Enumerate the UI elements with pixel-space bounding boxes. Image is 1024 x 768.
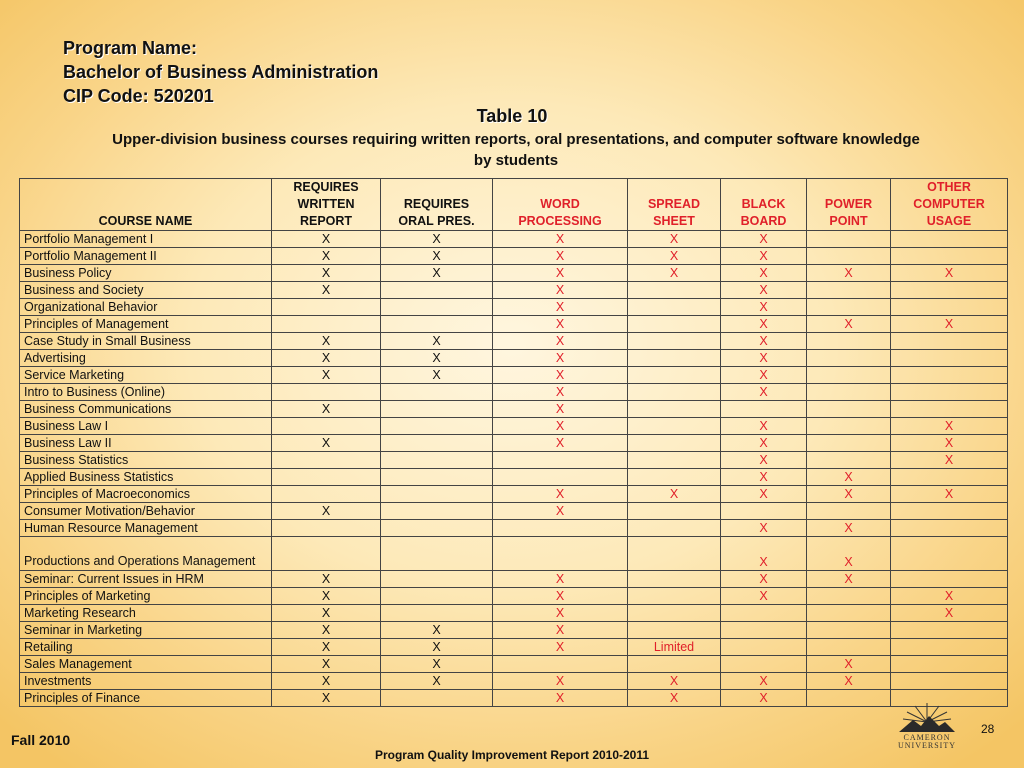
table-row xyxy=(20,605,1008,622)
requirement-cell xyxy=(628,435,721,452)
table-row xyxy=(20,435,1008,452)
requirement-cell: X xyxy=(891,605,1008,622)
course-name-cell: Advertising xyxy=(20,350,272,367)
requirement-cell: X xyxy=(381,656,493,673)
subtitle-line-1: Upper-division business courses requiring written reports, oral presentations, and computer software knowledge xyxy=(112,131,920,148)
requirement-cell xyxy=(381,435,493,452)
cip-code: CIP Code: 520201 xyxy=(63,86,214,106)
requirement-cell: X xyxy=(493,401,628,418)
requirement-cell: X xyxy=(721,299,807,316)
requirement-cell xyxy=(891,537,1008,571)
requirement-cell: X xyxy=(493,367,628,384)
course-name-cell: Principles of Management xyxy=(20,316,272,333)
mountain-sun-icon xyxy=(897,700,957,734)
requirement-cell: X xyxy=(807,265,891,282)
requirement-cell xyxy=(807,418,891,435)
table-row xyxy=(20,231,1008,248)
requirement-cell: X xyxy=(891,316,1008,333)
table-row xyxy=(20,418,1008,435)
table-row xyxy=(20,384,1008,401)
requirement-cell xyxy=(272,452,381,469)
requirement-cell xyxy=(272,384,381,401)
requirement-cell: X xyxy=(493,384,628,401)
table-row xyxy=(20,333,1008,350)
requirement-cell: X xyxy=(381,231,493,248)
table-row xyxy=(20,486,1008,503)
requirement-cell xyxy=(628,418,721,435)
course-name-cell: Business Communications xyxy=(20,401,272,418)
requirement-cell xyxy=(807,639,891,656)
requirement-cell: X xyxy=(721,486,807,503)
requirement-cell: X xyxy=(721,231,807,248)
requirement-cell xyxy=(628,316,721,333)
requirement-cell: X xyxy=(721,282,807,299)
subtitle-line-2: by students xyxy=(473,152,559,169)
requirement-cell: X xyxy=(381,639,493,656)
course-name-cell: Applied Business Statistics xyxy=(20,469,272,486)
table-title: Table 10 xyxy=(476,106,548,126)
table-row xyxy=(20,690,1008,707)
footer-report-title: Program Quality Improvement Report 2010-2011 xyxy=(374,748,650,762)
requirement-cell: X xyxy=(381,265,493,282)
table-row xyxy=(20,503,1008,520)
requirement-cell xyxy=(381,384,493,401)
requirement-cell xyxy=(807,401,891,418)
requirement-cell xyxy=(272,469,381,486)
column-header-text: POWER xyxy=(824,197,873,211)
requirement-cell: X xyxy=(628,486,721,503)
requirement-cell: X xyxy=(721,350,807,367)
requirement-cell: X xyxy=(493,605,628,622)
requirement-cell: X xyxy=(721,367,807,384)
course-name-cell: Business Statistics xyxy=(20,452,272,469)
requirement-cell: X xyxy=(272,265,381,282)
program-info xyxy=(63,36,378,108)
column-header-text: WORD xyxy=(540,197,580,211)
course-name-cell: Seminar: Current Issues in HRM xyxy=(20,571,272,588)
requirement-cell xyxy=(381,418,493,435)
column-header-2 xyxy=(381,179,493,231)
requirement-cell xyxy=(891,469,1008,486)
table-row xyxy=(20,299,1008,316)
requirement-cell: X xyxy=(891,418,1008,435)
requirement-cell xyxy=(493,469,628,486)
requirement-cell: X xyxy=(493,350,628,367)
requirement-cell xyxy=(628,367,721,384)
requirement-cell xyxy=(628,452,721,469)
requirement-cell xyxy=(807,350,891,367)
requirement-cell: X xyxy=(493,333,628,350)
requirement-cell: X xyxy=(891,435,1008,452)
table-row xyxy=(20,248,1008,265)
table-row xyxy=(20,469,1008,486)
requirement-cell xyxy=(891,673,1008,690)
course-name-cell: Business Law I xyxy=(20,418,272,435)
course-name-cell: Portfolio Management I xyxy=(20,231,272,248)
column-header-6 xyxy=(807,179,891,231)
requirement-cell: X xyxy=(272,401,381,418)
table-row xyxy=(20,520,1008,537)
course-name-cell: Seminar in Marketing xyxy=(20,622,272,639)
cameron-university-logo xyxy=(897,700,957,750)
requirement-cell: X xyxy=(493,588,628,605)
requirement-cell xyxy=(628,656,721,673)
requirement-cell xyxy=(807,367,891,384)
course-name-cell: Retailing xyxy=(20,639,272,656)
requirement-cell: X xyxy=(721,265,807,282)
requirement-cell: X xyxy=(628,673,721,690)
requirement-cell xyxy=(721,639,807,656)
requirement-cell: X xyxy=(272,435,381,452)
requirement-cell: X xyxy=(493,690,628,707)
requirement-cell xyxy=(807,503,891,520)
course-name-cell: Human Resource Management xyxy=(20,520,272,537)
column-header-text: PROCESSING xyxy=(518,214,602,228)
program-label: Program Name: xyxy=(63,38,198,58)
column-header-text: REPORT xyxy=(299,214,353,228)
requirement-cell xyxy=(628,537,721,571)
logo-line-1: CAMERON xyxy=(903,733,951,742)
requirement-cell xyxy=(891,333,1008,350)
requirement-cell xyxy=(628,503,721,520)
column-header-text: COMPUTER xyxy=(913,197,985,211)
column-header-text: ORAL PRES. xyxy=(398,214,475,228)
requirement-cell: X xyxy=(493,316,628,333)
requirement-cell: X xyxy=(272,282,381,299)
requirement-cell: X xyxy=(493,282,628,299)
requirement-cell: X xyxy=(721,316,807,333)
requirement-cell: X xyxy=(891,588,1008,605)
table-row xyxy=(20,588,1008,605)
requirement-cell xyxy=(272,520,381,537)
requirement-cell xyxy=(381,282,493,299)
requirement-cell: X xyxy=(272,656,381,673)
column-header-text: REQUIRES xyxy=(403,197,470,211)
requirement-cell xyxy=(381,520,493,537)
requirement-cell: X xyxy=(272,333,381,350)
table-row xyxy=(20,452,1008,469)
requirement-cell xyxy=(628,605,721,622)
requirement-cell: X xyxy=(628,231,721,248)
course-name-cell: Business Law II xyxy=(20,435,272,452)
requirement-cell: X xyxy=(721,435,807,452)
requirement-cell xyxy=(628,282,721,299)
course-name-cell: Marketing Research xyxy=(20,605,272,622)
requirement-cell xyxy=(381,503,493,520)
requirement-cell: X xyxy=(381,333,493,350)
requirement-cell: X xyxy=(628,690,721,707)
requirement-cell: X xyxy=(272,231,381,248)
requirement-cell: X xyxy=(381,622,493,639)
requirement-cell: X xyxy=(272,248,381,265)
course-name-cell: Productions and Operations Management xyxy=(20,537,272,571)
requirement-cell xyxy=(891,639,1008,656)
requirement-cell xyxy=(891,299,1008,316)
requirement-cell: X xyxy=(807,537,891,571)
requirement-cell: X xyxy=(493,248,628,265)
requirement-cell xyxy=(628,588,721,605)
requirement-cell xyxy=(628,401,721,418)
table-row xyxy=(20,316,1008,333)
course-name-cell: Business Policy xyxy=(20,265,272,282)
requirement-cell xyxy=(807,384,891,401)
requirement-cell xyxy=(272,418,381,435)
course-name-cell: Consumer Motivation/Behavior xyxy=(20,503,272,520)
requirement-cell: X xyxy=(493,265,628,282)
requirement-cell xyxy=(628,520,721,537)
logo-text xyxy=(897,734,957,750)
requirement-cell xyxy=(807,622,891,639)
requirement-cell xyxy=(807,588,891,605)
requirement-cell: X xyxy=(272,622,381,639)
requirement-cell xyxy=(628,469,721,486)
requirement-cell: X xyxy=(721,418,807,435)
column-header-text: WRITTEN xyxy=(297,197,355,211)
requirement-cell xyxy=(628,571,721,588)
requirement-cell: X xyxy=(272,350,381,367)
table-row xyxy=(20,622,1008,639)
requirement-cell xyxy=(807,435,891,452)
requirement-cell: X xyxy=(493,418,628,435)
column-header-5 xyxy=(721,179,807,231)
requirement-cell xyxy=(807,248,891,265)
requirement-cell: X xyxy=(272,639,381,656)
page-number: 28 xyxy=(981,722,995,736)
requirement-cell: X xyxy=(493,503,628,520)
requirement-cell xyxy=(891,401,1008,418)
column-header-1 xyxy=(272,179,381,231)
table-row xyxy=(20,401,1008,418)
requirement-cell xyxy=(628,350,721,367)
table-row xyxy=(20,265,1008,282)
requirement-cell: X xyxy=(721,537,807,571)
requirement-cell: X xyxy=(493,622,628,639)
requirement-cell: X xyxy=(721,520,807,537)
table-header-row xyxy=(20,179,1008,231)
requirement-cell: X xyxy=(272,673,381,690)
requirement-cell: X xyxy=(272,588,381,605)
requirement-cell: Limited xyxy=(628,639,721,656)
requirement-cell: X xyxy=(493,673,628,690)
requirement-cell xyxy=(891,571,1008,588)
table-row xyxy=(20,673,1008,690)
requirement-cell: X xyxy=(493,571,628,588)
course-requirements-table xyxy=(19,178,1008,707)
requirement-cell: X xyxy=(807,520,891,537)
requirement-cell xyxy=(381,571,493,588)
table-subtitle xyxy=(40,129,992,171)
requirement-cell xyxy=(628,384,721,401)
program-name: Bachelor of Business Administration xyxy=(63,62,379,82)
requirement-cell xyxy=(807,605,891,622)
course-name-cell: Sales Management xyxy=(20,656,272,673)
requirement-cell: X xyxy=(272,605,381,622)
column-header-text: BLACK xyxy=(741,197,786,211)
requirement-cell xyxy=(381,452,493,469)
requirement-cell: X xyxy=(721,673,807,690)
course-name-cell: Principles of Macroeconomics xyxy=(20,486,272,503)
requirement-cell xyxy=(807,333,891,350)
requirement-cell: X xyxy=(891,486,1008,503)
requirement-cell: X xyxy=(721,333,807,350)
requirement-cell xyxy=(381,299,493,316)
course-name-cell: Business and Society xyxy=(20,282,272,299)
requirement-cell xyxy=(807,231,891,248)
requirement-cell xyxy=(721,656,807,673)
column-header-text: SPREAD xyxy=(647,197,701,211)
requirement-cell: X xyxy=(493,231,628,248)
table-row xyxy=(20,537,1008,571)
requirement-cell xyxy=(628,299,721,316)
requirement-cell: X xyxy=(272,571,381,588)
requirement-cell xyxy=(381,469,493,486)
table-row xyxy=(20,639,1008,656)
requirement-cell: X xyxy=(493,299,628,316)
column-header-4 xyxy=(628,179,721,231)
column-header-0 xyxy=(20,179,272,231)
requirement-cell xyxy=(891,367,1008,384)
requirement-cell: X xyxy=(381,248,493,265)
requirement-cell: X xyxy=(807,571,891,588)
requirement-cell xyxy=(381,690,493,707)
requirement-cell: X xyxy=(807,673,891,690)
requirement-cell xyxy=(721,401,807,418)
column-header-7 xyxy=(891,179,1008,231)
requirement-cell xyxy=(381,605,493,622)
requirement-cell xyxy=(807,282,891,299)
requirement-cell xyxy=(891,350,1008,367)
requirement-cell xyxy=(891,622,1008,639)
requirement-cell xyxy=(891,282,1008,299)
requirement-cell: X xyxy=(381,350,493,367)
table-row xyxy=(20,656,1008,673)
column-header-text: OTHER xyxy=(927,180,971,194)
requirement-cell xyxy=(628,333,721,350)
table-row xyxy=(20,350,1008,367)
footer-term: Fall 2010 xyxy=(11,732,71,748)
column-header-3 xyxy=(493,179,628,231)
course-name-cell: Case Study in Small Business xyxy=(20,333,272,350)
course-name-cell: Intro to Business (Online) xyxy=(20,384,272,401)
requirement-cell xyxy=(493,452,628,469)
requirement-cell xyxy=(807,690,891,707)
course-name-cell: Organizational Behavior xyxy=(20,299,272,316)
requirement-cell xyxy=(381,316,493,333)
course-name-cell: Investments xyxy=(20,673,272,690)
requirement-cell xyxy=(891,231,1008,248)
requirement-cell xyxy=(381,486,493,503)
requirement-cell: X xyxy=(628,265,721,282)
table-row xyxy=(20,367,1008,384)
course-name-cell: Service Marketing xyxy=(20,367,272,384)
requirement-cell xyxy=(493,520,628,537)
requirement-cell: X xyxy=(272,367,381,384)
table-row xyxy=(20,571,1008,588)
requirement-cell xyxy=(381,401,493,418)
column-header-text: POINT xyxy=(829,214,868,228)
requirement-cell: X xyxy=(272,690,381,707)
requirement-cell: X xyxy=(721,690,807,707)
requirement-cell: X xyxy=(807,316,891,333)
requirement-cell xyxy=(891,384,1008,401)
requirement-cell: X xyxy=(721,452,807,469)
logo-line-2: UNIVERSITY xyxy=(898,741,956,750)
table-row xyxy=(20,282,1008,299)
requirement-cell xyxy=(721,503,807,520)
requirement-cell: X xyxy=(493,435,628,452)
requirement-cell: X xyxy=(493,486,628,503)
requirement-cell: X xyxy=(721,248,807,265)
requirement-cell xyxy=(721,605,807,622)
requirement-cell: X xyxy=(721,469,807,486)
requirement-cell xyxy=(272,537,381,571)
column-header-text: REQUIRES xyxy=(293,180,359,194)
requirement-cell xyxy=(807,452,891,469)
requirement-cell: X xyxy=(272,503,381,520)
requirement-cell: X xyxy=(381,367,493,384)
requirement-cell xyxy=(721,622,807,639)
requirement-cell: X xyxy=(721,384,807,401)
requirement-cell: X xyxy=(721,588,807,605)
requirement-cell xyxy=(891,656,1008,673)
requirement-cell xyxy=(891,520,1008,537)
requirement-cell xyxy=(493,656,628,673)
requirement-cell: X xyxy=(807,469,891,486)
requirement-cell xyxy=(807,299,891,316)
requirement-cell: X xyxy=(807,656,891,673)
requirement-cell: X xyxy=(807,486,891,503)
column-header-text: USAGE xyxy=(926,214,972,228)
requirement-cell xyxy=(891,503,1008,520)
requirement-cell: X xyxy=(628,248,721,265)
column-header-text: COURSE NAME xyxy=(98,214,193,228)
requirement-cell xyxy=(272,299,381,316)
table-body xyxy=(20,231,1008,707)
course-name-cell: Principles of Marketing xyxy=(20,588,272,605)
requirement-cell xyxy=(272,316,381,333)
requirement-cell xyxy=(381,537,493,571)
requirement-cell: X xyxy=(891,452,1008,469)
column-header-text: BOARD xyxy=(740,214,787,228)
requirement-cell xyxy=(628,622,721,639)
course-name-cell: Principles of Finance xyxy=(20,690,272,707)
requirement-cell xyxy=(272,486,381,503)
requirement-cell xyxy=(891,248,1008,265)
requirement-cell: X xyxy=(891,265,1008,282)
requirement-cell: X xyxy=(381,673,493,690)
requirement-cell xyxy=(381,588,493,605)
column-header-text: SHEET xyxy=(653,214,695,228)
requirement-cell: X xyxy=(721,571,807,588)
course-name-cell: Portfolio Management II xyxy=(20,248,272,265)
requirement-cell xyxy=(493,537,628,571)
requirement-cell: X xyxy=(493,639,628,656)
